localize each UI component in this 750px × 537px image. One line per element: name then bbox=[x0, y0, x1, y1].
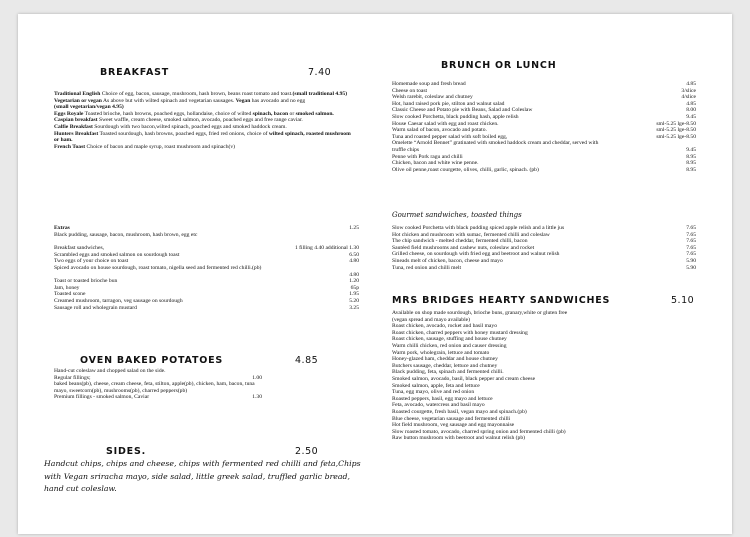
breakfast-item-text: As above but with wilted spinach and vegetarian sausages. bbox=[101, 97, 236, 104]
gourmet-row-name: Grilled cheese, on sourdough with fried egg and beetroot and walnut relish bbox=[392, 251, 560, 258]
gourmet-row-name: The chip sandwich - melted cheddar, fermented chilli, bacon bbox=[392, 238, 528, 245]
gourmet-row-name: Tuna, red onion and chilli melt bbox=[392, 264, 462, 271]
brunch-row bbox=[392, 127, 696, 134]
brunch-row-price: 3/slice bbox=[681, 87, 696, 94]
hearty-row-text: Smoked salmon, avocado, basil, black pepper and cream cheese bbox=[392, 375, 536, 382]
brunch-row bbox=[392, 107, 696, 114]
extras-row-price: 4.80 bbox=[349, 258, 359, 265]
hearty-row bbox=[392, 356, 696, 363]
hearty-row bbox=[392, 396, 696, 403]
hearty-row bbox=[392, 323, 696, 330]
hearty-row-text: Available on shop made sourdough, brioche buns, granary,white or gluten free bbox=[392, 310, 568, 316]
brunch-row bbox=[392, 147, 696, 154]
gourmet-heading: Gourmet sandwiches, toasted things bbox=[392, 211, 522, 219]
breakfast-item-text: Calfie Breakfast bbox=[54, 123, 93, 130]
brunch-row bbox=[392, 140, 696, 147]
hearty-row-text: Blue cheese, vegetarian sausage and fermented chilli bbox=[392, 415, 511, 422]
extras-row-price: 1.20 bbox=[349, 278, 359, 285]
extras-row-price: 3.25 bbox=[349, 304, 359, 311]
brunch-row bbox=[392, 101, 696, 108]
sides-description: Handcut chips, chips and cheese, chips with fermented red chilli and feta,Chips with Vegan sriracha mayo, side salad, little greek salad, truffled garlic bread, hand cut coleslaw. bbox=[44, 459, 361, 493]
breakfast-item-text: French Toast bbox=[54, 143, 86, 150]
brunch-list bbox=[392, 81, 696, 173]
hearty-row-text: Honey-glazed ham, cheddar and house chutney bbox=[392, 356, 498, 363]
brunch-row-price: 8.00 bbox=[686, 107, 696, 114]
potato-row bbox=[54, 381, 262, 388]
brunch-row-name: Homemade soup and fresh bread bbox=[392, 81, 466, 87]
gourmet-row bbox=[392, 251, 696, 258]
extras-row-name: Scrambled eggs and smoked salmon on sourdough toast bbox=[54, 251, 180, 258]
hearty-row bbox=[392, 389, 696, 396]
potato-row-name: baked beans(pb), cheese, cream cheese, feta, stilton, apple(pb), chicken, ham, bacon, tuna bbox=[54, 381, 255, 388]
hearty-price: 5.10 bbox=[671, 295, 695, 306]
hearty-row-text: Raw button mushroom with beetroot and walnut relish (pb) bbox=[392, 435, 525, 442]
brunch-row-name: Warm salad of bacon, avocado and potato. bbox=[392, 127, 487, 134]
breakfast-price: 7.40 bbox=[308, 67, 332, 78]
brunch-row-name: Welsh rarebit, coleslaw and chutney bbox=[392, 94, 473, 101]
extras-row bbox=[54, 258, 359, 265]
potato-row-name: mayo, sweetcorn(pb), mushrooms(pb), charred peppers(pb) bbox=[54, 387, 188, 394]
brunch-row-price: 8.95 bbox=[686, 166, 696, 173]
gourmet-row-name: Slow cooked Porchetta with black pudding spiced apple relish and a little jus bbox=[392, 225, 565, 231]
hearty-row-text: Smoked salmon, apple, feta and lettuce bbox=[392, 382, 480, 389]
brunch-row-name: Olive oil penne,roast courgette, olives, chilli, garlic, spinach. (pb) bbox=[392, 166, 539, 173]
hearty-row bbox=[392, 435, 696, 442]
hearty-row-text: Feta, avocado, watercress and basil mayo bbox=[392, 402, 485, 409]
breakfast-item bbox=[54, 124, 354, 131]
potato-row bbox=[54, 394, 262, 401]
menu-sheet bbox=[18, 14, 732, 534]
gourmet-row-name: Hot chicken and mushroom with sumac, fermented chilli and coleslaw bbox=[392, 231, 550, 238]
breakfast-descriptions bbox=[54, 91, 354, 150]
brunch-row-price: 9.45 bbox=[686, 146, 696, 153]
brunch-row-name: House Caesar salad with egg and roast chicken. bbox=[392, 120, 499, 127]
hearty-row-text: Butchers sausage, cheddar, lettuce and chutney bbox=[392, 362, 498, 369]
hearty-row bbox=[392, 409, 696, 416]
breakfast-item-text: has avocado and no egg bbox=[250, 97, 306, 104]
breakfast-item-text: Eggs Royale bbox=[54, 110, 84, 117]
gourmet-row bbox=[392, 258, 696, 265]
extras-row-name: Toasted scone bbox=[54, 291, 86, 298]
extras-row-name: Black pudding, sausage, bacon, mushroom, hash brown, egg etc bbox=[54, 232, 198, 238]
potato-row-price: 1.00 bbox=[252, 374, 262, 381]
breakfast-item-text: Hunters Breakfast bbox=[54, 130, 99, 137]
hearty-row-text: Black pudding, feta, spinach and fermented chilli. bbox=[392, 369, 504, 376]
extras-list bbox=[54, 232, 359, 311]
gourmet-list bbox=[392, 225, 696, 271]
extras-row-name: Jam, honey bbox=[54, 284, 80, 291]
hearty-row-text: Roast chicken, sausage, stuffing and house chutney bbox=[392, 336, 507, 343]
extras-price: 1.25 bbox=[349, 225, 359, 231]
breakfast-item-text: or bbox=[288, 110, 296, 117]
extras-row-price: 1.95 bbox=[349, 291, 359, 298]
brunch-row bbox=[392, 154, 696, 161]
extras-row bbox=[54, 232, 359, 239]
extras-row-price: 65p bbox=[350, 284, 359, 291]
potato-row-price: 1.30 bbox=[252, 394, 262, 401]
extras-row-name: Creamed mushroom, tarragon, veg sausage on sourdough bbox=[54, 297, 183, 304]
breakfast-item-text: smoked salmon. bbox=[295, 110, 334, 117]
hearty-row-text: (vegan spread and mayo available) bbox=[392, 316, 470, 323]
gourmet-row bbox=[392, 225, 696, 232]
breakfast-item-text: Toasted brioche, hash browns, poached eggs, hollandaise, choice of wilted bbox=[83, 110, 253, 117]
brunch-row-name: Classic Cheese and Potato pie with Beans, Salad and Coleslaw bbox=[392, 107, 533, 114]
potatoes-heading: OVEN BAKED POTATOES bbox=[80, 355, 224, 366]
extras-row-price: 4.80 bbox=[349, 271, 359, 278]
brunch-row-name: truffle chips bbox=[392, 146, 420, 153]
brunch-row-name: Penne with Pork ragu and chilli bbox=[392, 153, 463, 160]
breakfast-item-text: wilted spinach, roasted mushroom or ham. bbox=[54, 130, 351, 144]
breakfast-item bbox=[54, 131, 354, 144]
hearty-row-text: Roast chicken, avocado, rocket and basil mayo bbox=[392, 323, 498, 330]
hearty-row-text: Roasted courgette, fresh basil, vegan mayo and spinach.(pb) bbox=[392, 408, 527, 415]
breakfast-item-text: (small traditional 4.95) bbox=[292, 91, 348, 97]
potatoes-list bbox=[54, 368, 262, 401]
potato-row bbox=[54, 368, 262, 375]
breakfast-item-text: spinach, bacon bbox=[252, 110, 289, 117]
breakfast-item-text: Toasted sourdough, hash browns, poached eggs, fried red onions, choice of bbox=[98, 130, 269, 137]
brunch-heading: BRUNCH OR LUNCH bbox=[441, 60, 557, 71]
hearty-heading: MRS BRIDGES HEARTY SANDWICHES bbox=[392, 295, 611, 306]
hearty-row bbox=[392, 317, 696, 324]
breakfast-item bbox=[54, 104, 354, 111]
gourmet-row-price: 5.90 bbox=[686, 264, 696, 271]
hearty-row-text: Slow roasted tomato, avocado, charred spring onion and fermented chilli (pb) bbox=[392, 428, 566, 435]
hearty-row bbox=[392, 310, 696, 317]
breakfast-item-text: Traditional English bbox=[54, 91, 101, 97]
extras-row-name: Sausage roll and wholegrain mustard bbox=[54, 304, 137, 311]
brunch-row-price: sml-5.25 lge-8.50 bbox=[656, 127, 696, 134]
brunch-row-price: 4.85 bbox=[686, 81, 696, 87]
extras-row-name: Spiced avocado on house sourdough, roast tomato, nigella seed and fermented red chilli.(pb) bbox=[54, 264, 262, 271]
brunch-row-price: sml-5.25 lge-8.50 bbox=[656, 133, 696, 140]
extras-row-name: Two eggs of your choice on toast bbox=[54, 258, 129, 265]
hearty-row bbox=[392, 422, 696, 429]
breakfast-item-text: (small vegetarian/vegan 4.95) bbox=[54, 104, 124, 111]
gourmet-row-name: Sautéed field mushrooms and cashew nuts, coleslaw and rocket bbox=[392, 244, 535, 251]
brunch-row bbox=[392, 81, 696, 88]
breakfast-item-text: Choice of egg, bacon, sausage, mushroom, hash brown, beans roast tomato and toast. bbox=[100, 91, 293, 97]
brunch-row-name: Slow cooked Porchetta, black pudding hash, apple relish bbox=[392, 113, 519, 120]
hearty-row-text: Roasted peppers, basil, egg mayo and lettuce bbox=[392, 395, 493, 402]
brunch-row-price: 9.45 bbox=[686, 113, 696, 120]
breakfast-item-text: Choice of bacon and maple syrup, roast mushroom and spinach(v) bbox=[85, 143, 236, 150]
breakfast-item bbox=[54, 144, 354, 151]
brunch-row-name: Chicken, bacon and white wine penne. bbox=[392, 160, 479, 167]
brunch-row-price: 4.85 bbox=[686, 100, 696, 107]
brunch-row-name: Tuna and roasted pepper salad with soft boiled egg, bbox=[392, 133, 508, 140]
extras-row bbox=[54, 265, 359, 272]
hearty-row-text: Hot field mushroom, veg sausage and egg mayonnaise bbox=[392, 422, 515, 429]
brunch-row bbox=[392, 160, 696, 167]
gourmet-row-price: 7.65 bbox=[686, 238, 696, 245]
extras-row-price: 1 filling 4.40 additional 1.30 bbox=[294, 245, 359, 252]
brunch-row-price: 4/slice bbox=[681, 94, 696, 101]
brunch-row-name: Omelette “Arnold Bennet” gratinated with smoked haddock cream and cheddar, served with bbox=[392, 140, 599, 147]
hearty-row-text: Warm chilli chicken, red onion and causer dressing bbox=[392, 342, 507, 349]
gourmet-row-price: 7.65 bbox=[686, 225, 696, 231]
breakfast-item-text: Vegetarian or vegan bbox=[54, 97, 102, 104]
brunch-row bbox=[392, 88, 696, 95]
breakfast-item-text: Sourdough with two bacon,wilted spinach, poached eggs and smoked haddock cream. bbox=[92, 123, 287, 130]
breakfast-item-text: Caspian breakfast bbox=[54, 117, 98, 124]
sides-heading: SIDES. bbox=[106, 446, 147, 457]
hearty-row-text: Tuna, egg mayo, olive and red onion bbox=[392, 389, 475, 396]
gourmet-row-price: 5.90 bbox=[686, 257, 696, 264]
brunch-row-name: Hot, hand raised pork pie, stilton and walnut salad bbox=[392, 100, 505, 107]
breakfast-item bbox=[54, 91, 354, 98]
extras-header-row bbox=[54, 225, 359, 232]
extras-row bbox=[54, 245, 359, 252]
extras-row bbox=[54, 285, 359, 292]
hearty-row bbox=[392, 350, 696, 357]
extras-row-price: 6.50 bbox=[349, 251, 359, 258]
potato-row-name: Hand-cut coleslaw and chopped salad on the side. bbox=[54, 368, 166, 374]
breakfast-item-text: Vegan bbox=[235, 97, 251, 104]
potatoes-price: 4.85 bbox=[295, 355, 319, 366]
breakfast-item-text: Sweet waffle, cream cheese, smoked salmon, avocado, poached eggs and free range caviar. bbox=[97, 117, 303, 124]
sides-price: 2.50 bbox=[295, 446, 319, 457]
hearty-row bbox=[392, 402, 696, 409]
potato-row-name: Premium fillings - smoked salmon, Caviar bbox=[54, 394, 150, 401]
hearty-row-text: Roast chicken, charred peppers with honey mustard dressing bbox=[392, 329, 528, 336]
extras-row bbox=[54, 291, 359, 298]
gourmet-row bbox=[392, 265, 696, 272]
breakfast-item bbox=[54, 117, 354, 124]
gourmet-row-price: 7.65 bbox=[686, 231, 696, 238]
hearty-row bbox=[392, 336, 696, 343]
hearty-row bbox=[392, 376, 696, 383]
brunch-row bbox=[392, 114, 696, 121]
extras-row bbox=[54, 298, 359, 305]
gourmet-row-name: Sineads melt of chicken, bacon, cheese and mayo bbox=[392, 257, 503, 264]
brunch-row-price: 8.95 bbox=[686, 160, 696, 167]
extras-row bbox=[54, 278, 359, 285]
hearty-row-text: Warm pork, wholegrain, lettuce and tomato bbox=[392, 349, 490, 356]
hearty-list bbox=[392, 310, 696, 442]
brunch-row-price: sml-5.25 lge-8.50 bbox=[656, 120, 696, 127]
gourmet-row-price: 7.65 bbox=[686, 251, 696, 258]
brunch-row-name: Cheese on toast bbox=[392, 87, 428, 94]
extras-row bbox=[54, 272, 359, 279]
hearty-row bbox=[392, 383, 696, 390]
hearty-row bbox=[392, 369, 696, 376]
brunch-row bbox=[392, 94, 696, 101]
gourmet-row bbox=[392, 238, 696, 245]
breakfast-heading: BREAKFAST bbox=[100, 67, 170, 78]
extras-row-name: Breakfast sandwiches, bbox=[54, 245, 105, 252]
extras-row bbox=[54, 305, 359, 312]
gourmet-row-price: 7.65 bbox=[686, 244, 696, 251]
potato-row-name: Regular fillings; bbox=[54, 374, 91, 381]
brunch-row-price: 8.95 bbox=[686, 153, 696, 160]
extras-row-price: 5.20 bbox=[349, 297, 359, 304]
extras-row-name: Toast or toasted brioche bun bbox=[54, 278, 118, 285]
extras-title: Extras bbox=[54, 225, 70, 231]
brunch-row bbox=[392, 167, 696, 174]
hearty-row bbox=[392, 343, 696, 350]
